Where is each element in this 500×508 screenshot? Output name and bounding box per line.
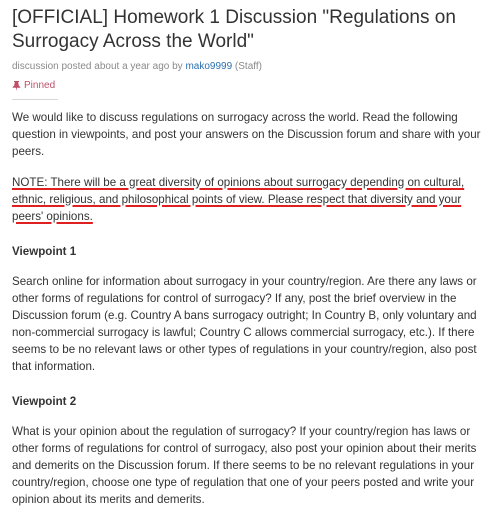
author-link[interactable]: mako9999 bbox=[185, 61, 233, 72]
post-intro: We would like to discuss regulations on surrogacy across the world. Read the following question in viewpoints, and post your answers on the Discussion forum and share with your peers. bbox=[12, 110, 481, 158]
pinned-badge bbox=[12, 79, 55, 92]
post-meta-text: discussion posted about a year ago by bbox=[12, 61, 186, 72]
viewpoint-2-heading: Viewpoint 2 bbox=[12, 394, 77, 408]
viewpoint-1-heading: Viewpoint 1 bbox=[12, 244, 77, 258]
viewpoint-2-body: What is your opinion about the regulation of surrogacy? If your country/region has laws or other forms of regulations for control of surrogacy, also post your opinion about their merits and demerits on the Discussion forum. If there seems to be no relevant regulations in your country/region, choose one type of regulation that one of your peers posted and write your opinion about its merits and demerits. bbox=[12, 424, 477, 506]
post-meta bbox=[12, 60, 490, 74]
pinned-label: Pinned bbox=[24, 80, 56, 91]
post-title: [OFFICIAL] Homework 1 Discussion "Regulations on Surrogacy Across the World" bbox=[12, 7, 456, 52]
viewpoint-1-body: Search online for information about surrogacy in your country/region. Are there any laws or other forms of regulations for control of surrogacy? If any, post the brief overview in the Discussion forum (e.g. Country A bans surrogacy outright; In Country B, only voluntary and non-commercial surrogacy is lawful; Country C allows commercial surrogacy, etc.). If there seems to be no relevant laws or other types of regulations in your country/region, also post that information. bbox=[12, 274, 477, 373]
note-text-underlined: NOTE: There will be a great diversity of opinions about surrogacy depending on cultural, ethnic, religious, and philosophical points of view. Please respect that diversity and your peers' opinions. bbox=[12, 175, 465, 223]
author-role: (Staff) bbox=[232, 61, 262, 72]
pin-icon bbox=[12, 81, 21, 91]
post-note bbox=[12, 174, 490, 225]
pinned-divider bbox=[12, 99, 58, 100]
